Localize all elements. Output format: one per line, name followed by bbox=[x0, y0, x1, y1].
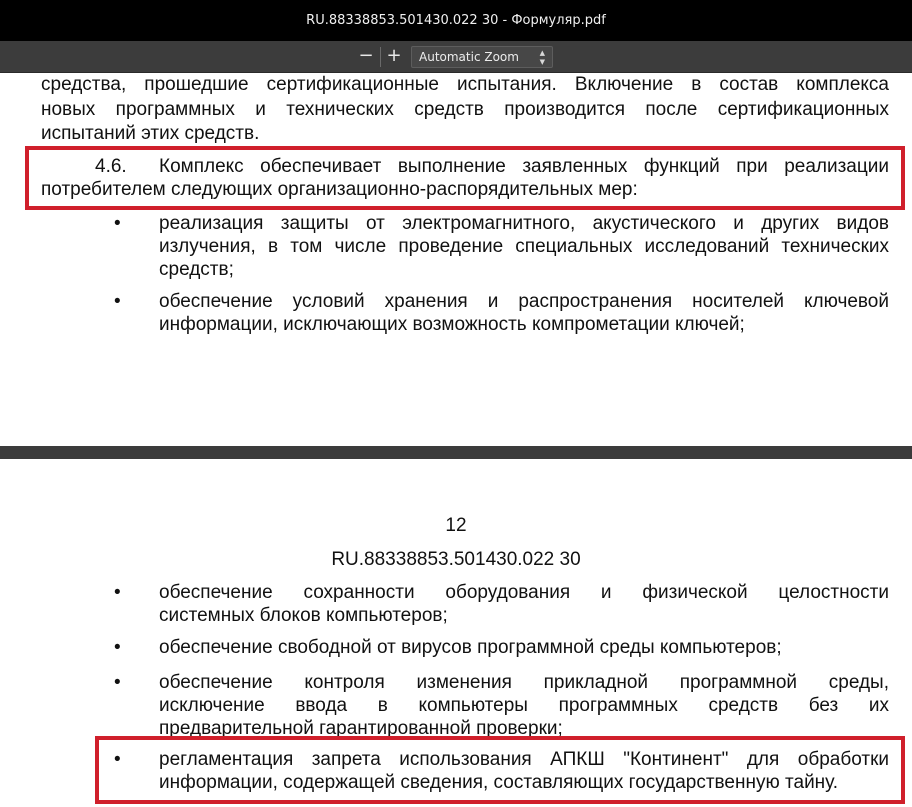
pdf-page-11 bbox=[0, 73, 912, 446]
list-item-line: обеспечение сохранности оборудования и физической целостности bbox=[159, 582, 889, 603]
paragraph-line: новых программных и технических средств производится после сертификационных bbox=[41, 99, 889, 120]
list-item-line: исключение ввода в компьютеры программных средств без их bbox=[159, 695, 889, 716]
zoom-select[interactable] bbox=[411, 46, 553, 68]
paragraph-line: средства, прошедшие сертификационные испытания. Включение в состав комплекса bbox=[41, 74, 889, 95]
list-item-line: информации, содержащей сведения, составляющих государственную тайну. bbox=[159, 772, 839, 793]
page-number: 12 bbox=[445, 515, 467, 536]
list-item-line: регламентация запрета использования АПКШ "Континент" для обработки bbox=[159, 749, 889, 770]
bullet-marker: • bbox=[114, 213, 121, 234]
bullet-marker: • bbox=[114, 672, 121, 693]
pdf-toolbar bbox=[0, 41, 912, 73]
list-item-line: излучения, в том числе проведение специальных исследований технических bbox=[159, 236, 889, 257]
list-item-line: предварительной гарантированной проверки; bbox=[159, 718, 563, 739]
bullet-marker: • bbox=[114, 291, 121, 312]
list-item-line: реализация защиты от электромагнитного, акустического и других видов bbox=[159, 213, 889, 234]
toolbar-separator bbox=[380, 47, 381, 67]
section-4-6-line: потребителем следующих организационно-распорядительных мер: bbox=[41, 179, 638, 200]
bullet-marker: • bbox=[114, 749, 121, 770]
list-item-line: информации, исключающих возможность компрометации ключей; bbox=[159, 314, 745, 335]
list-item-line: обеспечение свободной от вирусов программной среды компьютеров; bbox=[159, 637, 782, 658]
list-item-line: средств; bbox=[159, 259, 234, 280]
pdf-page-12 bbox=[0, 459, 912, 807]
section-number: 4.6. bbox=[95, 156, 127, 177]
window-titlebar bbox=[0, 0, 912, 41]
document-code: RU.88338853.501430.022 30 bbox=[331, 549, 581, 570]
section-4-6-line: Комплекс обеспечивает выполнение заявленных функций при реализации bbox=[159, 156, 889, 177]
zoom-select-value: Automatic Zoom bbox=[419, 50, 519, 64]
zoom-out-button[interactable]: − bbox=[358, 45, 374, 66]
bullet-marker: • bbox=[114, 637, 121, 658]
page-separator bbox=[0, 446, 912, 459]
window-title: RU.88338853.501430.022 30 - Формуляр.pdf bbox=[306, 13, 606, 28]
list-item-line: обеспечение контроля изменения прикладной программной среды, bbox=[159, 672, 889, 693]
list-item-line: обеспечение условий хранения и распространения носителей ключевой bbox=[159, 291, 889, 312]
zoom-in-button[interactable]: + bbox=[386, 45, 402, 66]
bullet-marker: • bbox=[114, 582, 121, 603]
updown-arrows-icon: ▲ ▼ bbox=[539, 49, 545, 66]
paragraph-line: испытаний этих средств. bbox=[41, 123, 260, 144]
list-item-line: системных блоков компьютеров; bbox=[159, 605, 448, 626]
